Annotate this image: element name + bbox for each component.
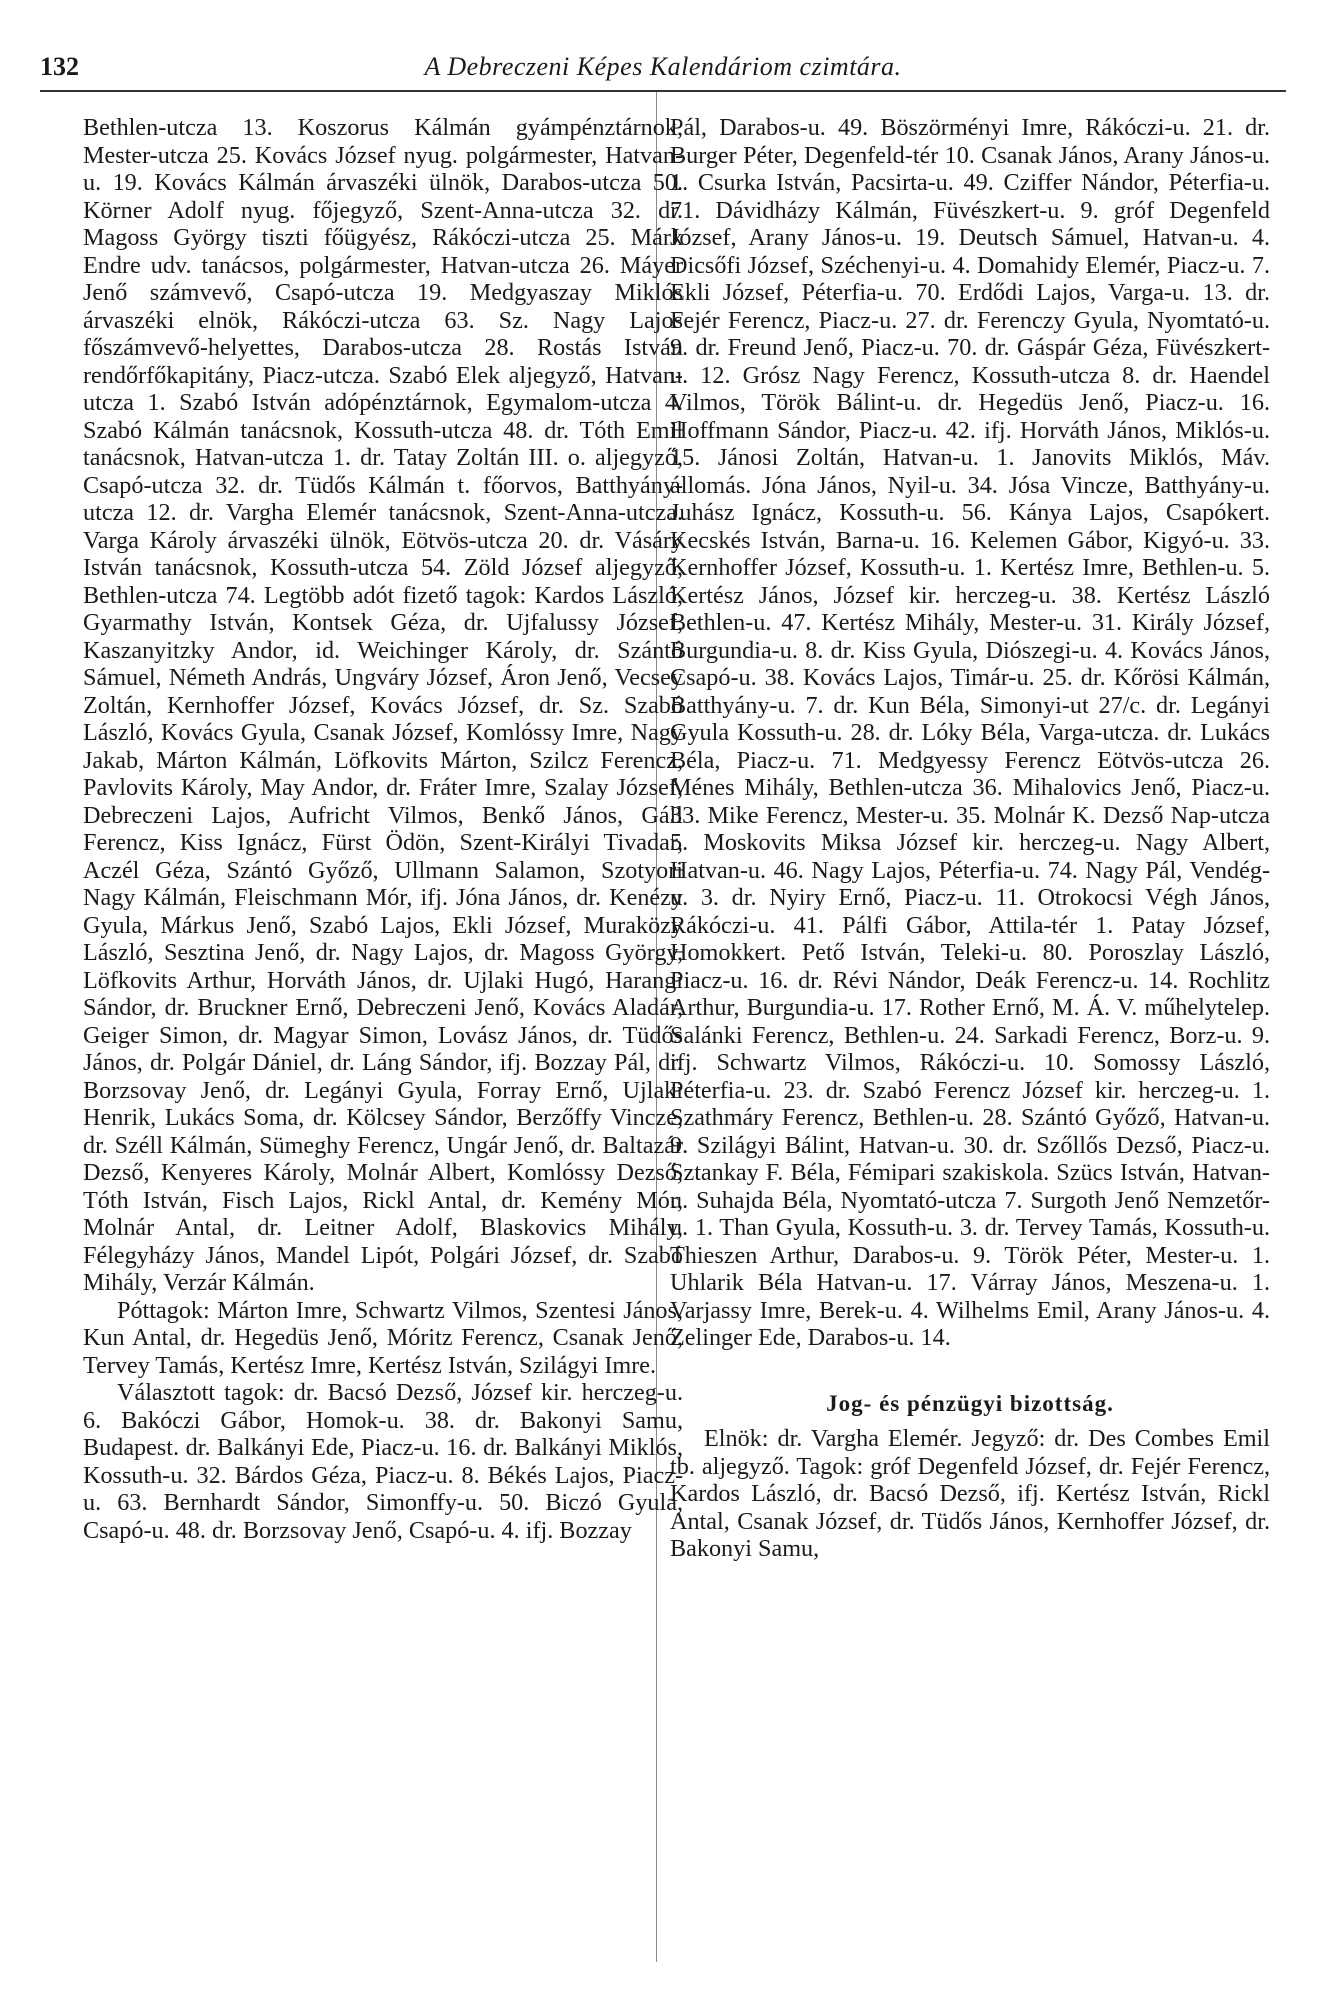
right-paragraph-committee: Elnök: dr. Vargha Elemér. Jegyző: dr. Des Combes Emil tb. aljegyző. Tagok: gróf Degenfeld József, dr. Fejér Ferencz, Kardos László, dr. Bacsó Dezső, ifj. Kertész István, Rickl Antal, Csanak József, dr. Tüdős János, Kernhoffer József, dr. Bakonyi Samu,	[670, 1425, 1270, 1562]
running-title: A Debreczeni Képes Kalendáriom czimtára.	[424, 52, 902, 81]
right-paragraph-elected-continued: Pál, Darabos-u. 49. Böszörményi Imre, Rákóczi-u. 21. dr. Burger Péter, Degenfeld-tér 10. Csanak János, Arany János-u. 1. Csurka István, Pacsirta-u. 49. Cziffer Nándor, Péterfia-u. 71. Dávidházy Kálmán, Füvészkert-u. 9. gróf Degenfeld József, Arany János-u. 19. Deutsch Sámuel, Hatvan-u. 4. Dicsőfi József, Széchenyi-u. 4. Domahidy Elemér, Piacz-u. 7. Ekli József, Péterfia-u. 70. Erdődi Lajos, Varga-u. 13. dr. Fejér Ferencz, Piacz-u. 27. dr. Ferenczy Gyula, Nyomtató-u. 9. dr. Freund Jenő, Piacz-u. 70. dr. Gáspár Géza, Füvészkert-u. 12. Grósz Nagy Ferencz, Kossuth-utcza 8. dr. Haendel Vilmos, Török Bálint-u. dr. Hegedüs Jenő, Piacz-u. 16. Hoffmann Sándor, Piacz-u. 42. ifj. Horváth János, Miklós-u. 15. Jánosi Zoltán, Hatvan-u. 1. Janovits Miklós, Máv. állomás. Jóna János, Nyil-u. 34. Jósa Vincze, Batthyány-u. Juhász Ignácz, Kossuth-u. 56. Kánya Lajos, Csapókert. Kecskés István, Barna-u. 16. Kelemen Gábor, Kigyó-u. 33. Kernhoffer József, Kossuth-u. 1. Kertész Imre, Bethlen-u. 5. Kertész János, József kir. herczeg-u. 38. Kertész László Bethlen-u. 47. Kertész Mihály, Mester-u. 31. Király József, Burgundia-u. 8. dr. Kiss Gyula, Diószegi-u. 4. Kovács János, Csapó-u. 38. Kovács Lajos, Timár-u. 25. dr. Kőrösi Kálmán, Batthyány-u. 7. dr. Kun Béla, Simonyi-ut 27/c. dr. Legányi Gyula Kossuth-u. 28. dr. Lóky Béla, Varga-utcza. dr. Lukács Béla, Piacz-u. 71. Medgyessy Ferencz Eötvös-utcza 26. Ménes Mihály, Bethlen-utcza 36. Mihalovics Jenő, Piacz-u. 33. Mike Ferencz, Mester-u. 35. Molnár K. Dezső Nap-utcza 5. Moskovits Miksa József kir. herczeg-u. Nagy Albert, Hatvan-u. 46. Nagy Lajos, Péterfia-u. 74. Nagy Pál, Vendég-u. 3. dr. Nyiry Ernő, Piacz-u. 11. Otrokocsi Végh János, Rákóczi-u. 41. Pálfi Gábor, Attila-tér 1. Patay József, Homokkert. Pető István, Teleki-u. 80. Poroszlay László, Piacz-u. 16. dr. Révi Nándor, Deák Ferencz-u. 14. Rochlitz Arthur, Burgundia-u. 17. Rother Ernő, M. Á. V. műhelytelep. Salánki Ferencz, Bethlen-u. 24. Sarkadi Ferencz, Borz-u. 9. ifj. Schwartz Vilmos, Rákóczi-u. 10. Somossy László, Péterfia-u. 23. dr. Szabó Ferencz József kir. herczeg-u. 1. Szathmáry Ferencz, Bethlen-u. 28. Szántó Győző, Hatvan-u. 9. Szilágyi Bálint, Hatvan-u. 30. dr. Szőllős Dezső, Piacz-u. Sztankay F. Béla, Fémipari szakiskola. Szücs István, Hatvan-u. Suhajda Béla, Nyomtató-utcza 7. Surgoth Jenő Nemzetőr-u. 1. Than Gyula, Kossuth-u. 3. dr. Tervey Tamás, Kossuth-u. Thieszen Arthur, Darabos-u. 9. Török Péter, Mester-u. 1. Uhlarik Béla Hatvan-u. 17. Várray János, Meszena-u. 1. Varjassy Imre, Berek-u. 4. Wilhelms Emil, Arany János-u. 4. Zelinger Ede, Darabos-u. 14.	[670, 114, 1270, 1351]
left-paragraph-officials: Bethlen-utcza 13. Koszorus Kálmán gyámpénztárnok, Mester-utcza 25. Kovács József nyug. polgármester, Hatvan-u. 19. Kovács Kálmán árvaszéki ülnök, Darabos-utcza 50. Körner Adolf nyug. főjegyző, Szent-Anna-utcza 32. dr. Magoss György tiszti főügyész, Rákóczi-utcza 25. Márk Endre udv. tanácsos, polgármester, Hatvan-utcza 26. Máyer Jenő számvevő, Csapó-utcza 19. Medgyaszay Miklós árvaszéki elnök, Rákóczi-utcza 63. Sz. Nagy Lajos főszámvevő-helyettes, Darabos-utcza 28. Rostás István rendőrfőkapitány, Piacz-utcza. Szabó Elek aljegyző, Hatvan-utcza 1. Szabó István adópénztárnok, Egymalom-utcza 4. Szabó Kálmán tanácsnok, Kossuth-utcza 48. dr. Tóth Emil tanácsnok, Hatvan-utcza 1. dr. Tatay Zoltán III. o. aljegyző, Csapó-utcza 32. dr. Tüdős Kálmán t. főorvos, Batthyány-utcza 12. dr. Vargha Elemér tanácsnok, Szent-Anna-utcza. Varga Károly árvaszéki ülnök, Eötvös-utcza 20. dr. Vásáry István tanácsnok, Kossuth-utcza 54. Zöld József aljegyző, Bethlen-utcza 74. Legtöbb adót fizető tagok: Kardos László, Gyarmathy István, Kontsek Géza, dr. Ujfalussy József, Kaszanyitzky Andor, id. Weichinger Károly, dr. Szántó Sámuel, Németh András, Ungváry József, Áron Jenő, Vecsey Zoltán, Kernhoffer József, Kovács József, dr. Sz. Szabó László, Kovács Gyula, Csanak József, Komlóssy Imre, Nagy Jakab, Márton Kálmán, Löfkovits Márton, Szilcz Ferencz, Pavlovits Károly, May Andor, dr. Fráter Imre, Szalay József, Debreczeni Lajos, Aufricht Vilmos, Benkő János, Gáll Ferencz, Kiss Ignácz, Fürst Ödön, Szent-Királyi Tivadar, Aczél Géza, Szántó Győző, Ullmann Salamon, Szotyori Nagy Kálmán, Fleischmann Mór, ifj. Jóna János, dr. Kenézy Gyula, Márkus Jenő, Szabó Lajos, Ekli József, Muraközy László, Sesztina Jenő, dr. Nagy Lajos, dr. Magoss György, Löfkovits Arthur, Horváth János, dr. Ujlaki Hugó, Harangi Sándor, dr. Bruckner Ernő, Debreczeni Jenő, Kovács Aladár, Geiger Simon, dr. Magyar Simon, Lovász János, dr. Tüdős János, dr. Polgár Dániel, dr. Láng Sándor, ifj. Bozzay Pál, dr. Borzsovay Jenő, dr. Legányi Gyula, Forray Ernő, Ujlaki Henrik, Lukács Soma, dr. Kölcsey Sándor, Berzőffy Vincze, dr. Széll Kálmán, Sümeghy Ferencz, Ungár Jenő, dr. Baltazár Dezső, Kenyeres Károly, Molnár Albert, Komlóssy Dezső, Tóth István, Fisch Lajos, Rickl Antal, dr. Kemény Mór, Molnár Antal, dr. Leitner Adolf, Blaskovics Mihály, Félegyházy János, Mandel Lipót, Polgári József, dr. Szabó Mihály, Verzár Kálmán.	[83, 114, 683, 1296]
left-paragraph-elected: Választott tagok: dr. Bacsó Dezső, József kir. herczeg-u. 6. Bakóczi Gábor, Homok-u. 38. dr. Bakonyi Samu, Budapest. dr. Balkányi Ede, Piacz-u. 16. dr. Balkányi Miklós, Kossuth-u. 32. Bárdos Géza, Piacz-u. 8. Békés Lajos, Piacz-u. 63. Bernhardt Sándor, Simonffy-u. 50. Biczó Gyula, Csapó-u. 48. dr. Borzsovay Jenő, Csapó-u. 4. ifj. Bozzay	[83, 1379, 683, 1544]
page-header	[40, 50, 1286, 92]
left-column	[83, 114, 683, 1544]
section-heading: Jog- és pénzügyi bizottság.	[826, 1390, 1114, 1416]
right-column	[670, 114, 1270, 1563]
left-paragraph-substitutes: Póttagok: Márton Imre, Schwartz Vilmos, Szentesi János, Kun Antal, dr. Hegedüs Jenő, Móritz Ferencz, Csanak Jenő, Tervey Tamás, Kertész Imre, Kertész István, Szilágyi Imre.	[83, 1296, 683, 1379]
page-number: 132	[40, 52, 79, 81]
